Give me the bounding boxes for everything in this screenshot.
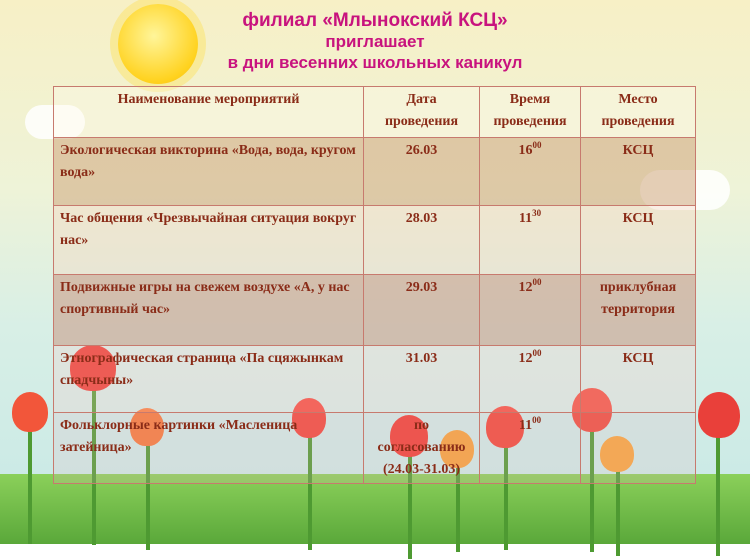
event-time: $12^{00}$: [480, 275, 581, 346]
event-place: КСЦ: [581, 206, 696, 275]
title-line-3: в дни весенних школьных каникул: [227, 53, 523, 72]
event-date: 28.03: [364, 206, 480, 275]
event-date: 29.03: [364, 275, 480, 346]
event-time: $11^{30}$: [480, 206, 581, 275]
event-time: $12^{00}$: [480, 346, 581, 413]
grass: [0, 474, 750, 544]
column-header-name: Наименование мероприятий: [54, 87, 364, 138]
table-row: [54, 413, 696, 484]
event-date: 31.03: [364, 346, 480, 413]
event-place: КСЦ: [581, 346, 696, 413]
event-time: $16^{00}$: [480, 138, 581, 206]
title-line-2: приглашает: [325, 32, 425, 51]
table-row: [54, 138, 696, 206]
column-header-place: Место проведения: [581, 87, 696, 138]
event-place: КСЦ: [581, 138, 696, 206]
event-place: [581, 413, 696, 484]
event-place: приклубная территория: [581, 275, 696, 346]
event-name: Экологическая викторина «Вода, вода, кругом вода»: [54, 138, 364, 206]
column-header-date: Дата проведения: [364, 87, 480, 138]
event-name: Фольклорные картинки «Масленица затейница»: [54, 413, 364, 484]
table-row: [54, 346, 696, 413]
event-date: 26.03: [364, 138, 480, 206]
event-date: по согласованию (24.03-31.03): [364, 413, 480, 484]
table-row: [54, 206, 696, 275]
event-time: $11^{00}$: [480, 413, 581, 484]
events-table: [53, 86, 696, 484]
table-row: [54, 275, 696, 346]
event-name: Час общения «Чрезвычайная ситуация вокруг нас»: [54, 206, 364, 275]
table-header-row: [54, 87, 696, 138]
event-name: Этнографическая страница «Па сцяжынкам спадчыны»: [54, 346, 364, 413]
column-header-time: Время проведения: [480, 87, 581, 138]
title-line-1: филиал «Млынокский КСЦ»: [242, 10, 508, 31]
event-name: Подвижные игры на свежем воздухе «А, у нас спортивный час»: [54, 275, 364, 346]
